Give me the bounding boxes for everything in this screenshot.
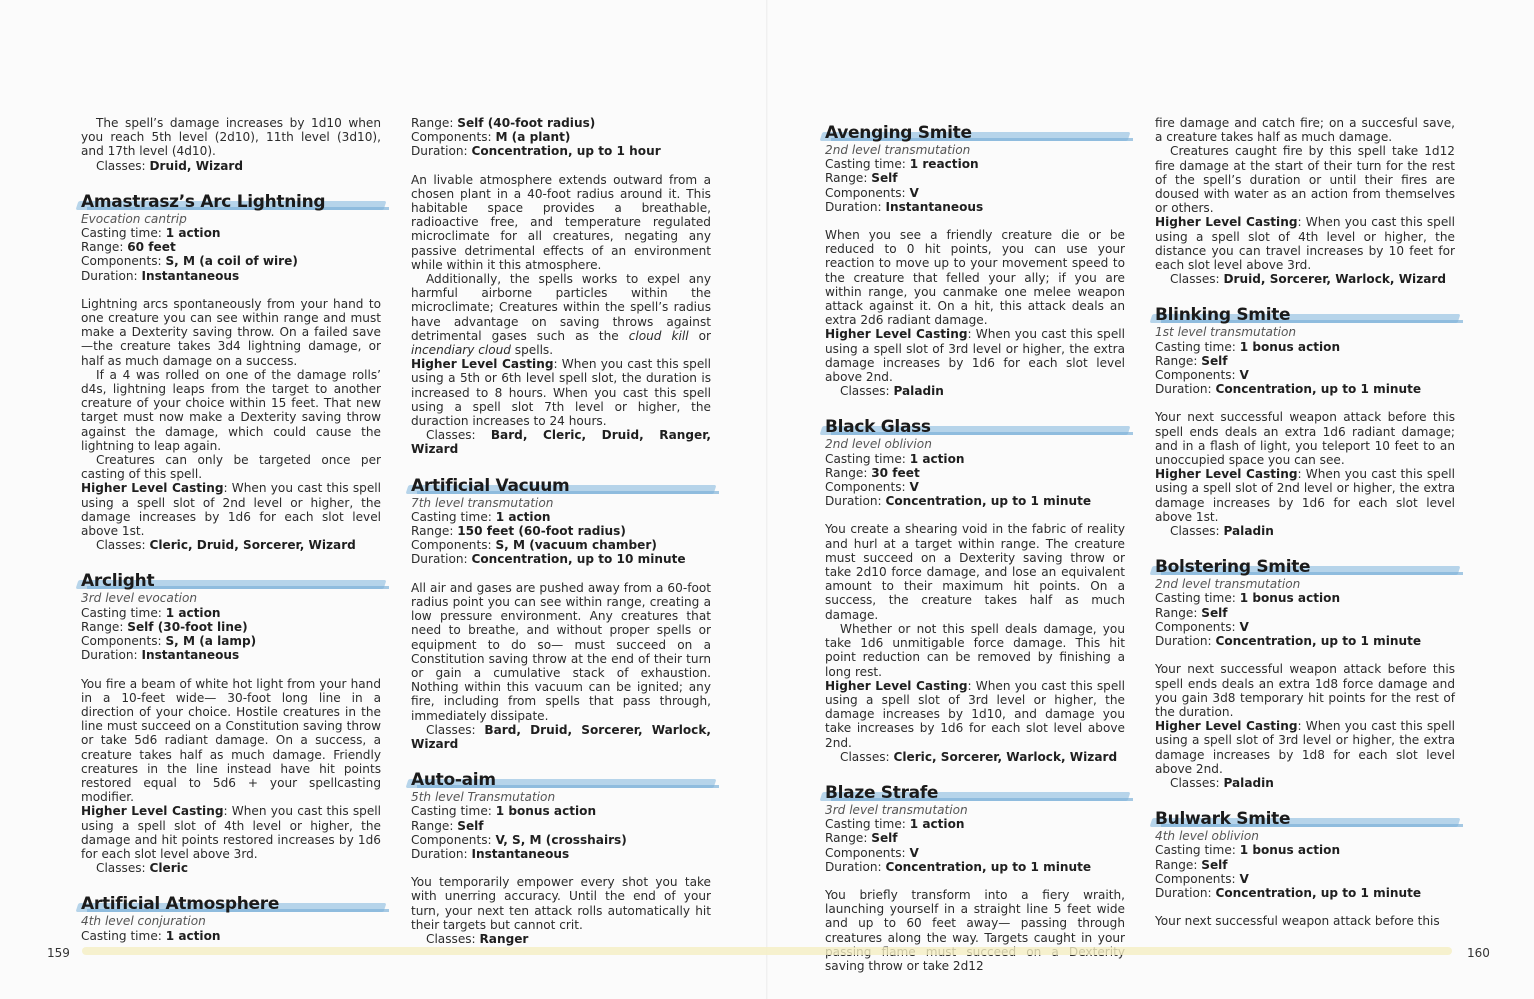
column-2: [411, 116, 711, 946]
duration-value: Concentration, up to 1 minute: [1215, 634, 1422, 649]
classes-line: [81, 538, 381, 552]
spell-title: Amastrasz’s Arc Lightning: [81, 191, 326, 212]
range-label: Range:: [1155, 353, 1202, 368]
paragraph: Your next successful weapon attack before this spell ends deals an extra 1d8 force damage and you gain 3d8 temporary hit points for the rest of the duration.: [1155, 662, 1455, 719]
range-label: Range:: [81, 619, 128, 634]
spell-heading: [1155, 304, 1455, 325]
paragraph: The spell’s damage increases by 1d10 when you reach 5th level (2d10), 11th level (3d10), and 17th level (4d10).: [81, 116, 381, 159]
components-line: [1155, 368, 1455, 382]
classes-label: Classes:: [840, 384, 894, 399]
classes-line: [1155, 272, 1455, 286]
casting-value: 1 reaction: [909, 157, 979, 172]
spell-reference: cloud kill: [628, 328, 689, 343]
paragraph: If a 4 was rolled on one of the damage rolls’ d4s, lightning leaps from the target to another creature of your choice within 15 feet. That new target must now make a Dexterity saving throw against the damage, which could cause the lightning to leap again.: [81, 367, 381, 453]
higher-level-casting: [81, 481, 381, 538]
casting-label: Casting time:: [1155, 591, 1240, 606]
range-line: [81, 620, 381, 634]
range-value: Self (30-foot line): [127, 619, 248, 634]
paragraph: You briefly transform into a fiery wraith, launching yourself in a straight line 5 feet wide and up to 60 feet away— passing through creatures along the way. Targets caught in your saving throw or take 2d12: [825, 887, 1125, 973]
hlc-label: Higher Level Casting: [1155, 719, 1298, 734]
casting-label: Casting time:: [1155, 843, 1240, 858]
spell-school: 3rd level evocation: [81, 591, 198, 606]
spell-school: 2nd level transmutation: [1155, 577, 1301, 592]
classes-value: Ranger: [479, 931, 529, 946]
duration-value: Concentration, up to 1 minute: [1215, 885, 1422, 900]
paragraph: Whether or not this spell deals damage, you take 1d6 unmitigable force damage. This hit point reduction can be removed by finishing a long rest.: [825, 621, 1125, 679]
spacer: [825, 508, 1125, 522]
components-label: Components:: [411, 538, 496, 553]
duration-line: [1155, 382, 1455, 396]
classes-label: Classes:: [426, 931, 480, 946]
duration-value: Instantaneous: [141, 268, 240, 283]
components-label: Components:: [411, 832, 496, 847]
text: spells.: [510, 343, 554, 358]
page-number-right: 160: [1467, 946, 1490, 960]
hlc-label: Higher Level Casting: [825, 678, 968, 693]
duration-label: Duration:: [411, 552, 472, 567]
range-label: Range:: [1155, 857, 1202, 872]
classes-label: Classes:: [426, 722, 485, 737]
classes-line: [81, 861, 381, 875]
casting-line: [81, 226, 381, 240]
components-value: V: [1239, 871, 1249, 886]
spell-school: 3rd level transmutation: [825, 802, 968, 817]
hlc-text: When you cast this spell using a spell slot of 2nd level or higher, the damage increases by 1d6 for each slot level above 1st.: [81, 481, 381, 539]
classes-label: Classes:: [1170, 775, 1224, 790]
classes-line: Classes: Druid, Wizard: [96, 158, 244, 173]
range-line: [825, 466, 1125, 480]
casting-value: 1 action: [495, 509, 551, 524]
classes-value: Paladin: [1223, 524, 1274, 539]
range-line: [411, 819, 711, 833]
range-line: [411, 116, 711, 130]
casting-label: Casting time:: [81, 605, 166, 620]
spell-heading: [81, 191, 381, 212]
paragraph: Your next successful weapon attack before this spell ends deals an extra 1d6 radiant damage; and in a flash of light, you teleport 10 feet to an unoccupied space you can see.: [1155, 410, 1455, 468]
spell-title: Arclight: [81, 571, 155, 592]
classes-line: [411, 932, 711, 946]
range-line: [411, 524, 711, 538]
paragraph: Lightning arcs spontaneously from your hand to one creature you can see within range and must make a Dexterity saving throw. On a failed save—the creature takes 3d4 lightning damage, or half as much damage on a success.: [81, 296, 381, 368]
components-value: S, M (a coil of wire): [165, 254, 298, 269]
classes-value: Bard, Druid, Sorcerer, Warlock, Wizard: [411, 722, 711, 751]
hlc-text: When you cast this spell using a spell slot of 3rd level or higher, the extra damage increases by 1d6 for each slot level above 2nd.: [825, 327, 1125, 385]
range-line: [81, 240, 381, 254]
spacer: [411, 159, 711, 173]
classes-label: Classes:: [1170, 272, 1224, 287]
spell-title: Blinking Smite: [1155, 305, 1291, 326]
components-label: Components:: [81, 634, 166, 649]
duration-value: Concentration, up to 1 hour: [471, 144, 661, 159]
spell-title: Bulwark Smite: [1155, 809, 1291, 830]
spell-heading: [825, 782, 1125, 803]
classes-label: Classes:: [1170, 524, 1224, 539]
spell-school: 4th level conjuration: [81, 914, 206, 929]
hlc-label: Higher Level Casting: [81, 481, 224, 496]
duration-line: [81, 269, 381, 283]
higher-level-casting: [1155, 215, 1455, 272]
components-label: Components:: [825, 480, 910, 495]
duration-value: Instantaneous: [471, 846, 570, 861]
spell-title: Auto-aim: [411, 770, 496, 791]
components-line: [825, 480, 1125, 494]
casting-label: Casting time:: [411, 509, 496, 524]
hlc-label: Higher Level Casting: [1155, 467, 1298, 482]
classes-value: Paladin: [1223, 775, 1274, 790]
components-value: V: [909, 845, 919, 860]
components-value: V, S, M (crosshairs): [495, 832, 627, 847]
spell-heading: [81, 893, 381, 914]
hlc-label: Higher Level Casting: [825, 327, 968, 342]
range-label: Range:: [411, 116, 458, 130]
hlc-label: Higher Level Casting: [1155, 215, 1298, 230]
spell-heading: [81, 570, 381, 591]
paragraph: Creatures caught fire by this spell take 1d12 fire damage at the start of their turn for the rest of the spell’s duration or until their fires are doused with water as an action from themselves or others.: [1155, 144, 1455, 216]
duration-value: Concentration, up to 10 minute: [471, 552, 686, 567]
paragraph: All air and gases are pushed away from a 60-foot radius point you can see within range, creating a low pressure environment. Any creatures that need to breathe, and without proper spells or equipment to do so— must succeed on a Constitution saving throw at the end of their turn or gain a cumulative stack of exhaustion. Nothing within this vacuum can be ignited; any fire, including from spells that pass through, immediately dissipate.: [411, 580, 711, 723]
higher-level-casting: [411, 357, 711, 428]
duration-line: [411, 144, 711, 158]
components-line: [411, 130, 711, 144]
spell-reference: incendiary cloud: [411, 343, 511, 358]
higher-level-casting: [1155, 719, 1455, 776]
casting-label: Casting time:: [1155, 339, 1240, 354]
duration-line: [81, 648, 381, 662]
duration-line: [825, 200, 1125, 214]
classes-value: Cleric: [149, 861, 188, 876]
hlc-text: When you cast this spell using a spell slot of 4th level or higher, the damage and hit points restored increases by 1d6 for each slot level above 3rd.: [81, 804, 381, 861]
range-value: 30 feet: [871, 465, 920, 480]
classes-value: Druid, Sorcerer, Warlock, Wizard: [1223, 272, 1447, 287]
casting-line: [81, 929, 381, 943]
spacer: [411, 567, 711, 581]
spell-school: 5th level Transmutation: [411, 790, 556, 805]
duration-label: Duration:: [1155, 885, 1216, 900]
casting-line: [81, 606, 381, 620]
classes-label: Classes:: [426, 428, 491, 443]
classes-line: [825, 384, 1125, 398]
paragraph: Creatures can only be targeted once per casting of this spell.: [81, 453, 381, 482]
hlc-sep: :: [223, 481, 232, 496]
higher-level-casting: [1155, 467, 1455, 524]
spell-title: Bolstering Smite: [1155, 557, 1311, 578]
range-line: [825, 831, 1125, 845]
spell-title: Artificial Vacuum: [411, 475, 570, 496]
range-label: Range:: [411, 818, 458, 833]
range-label: Range:: [1155, 605, 1202, 620]
duration-line: [411, 847, 711, 861]
higher-level-casting: [825, 679, 1125, 750]
range-label: Range:: [825, 171, 872, 186]
hlc-label: Higher Level Casting: [411, 357, 554, 372]
duration-line: [411, 552, 711, 566]
spacer: [81, 663, 381, 677]
spell-title: Avenging Smite: [825, 123, 972, 143]
casting-value: 1 bonus action: [1239, 591, 1341, 606]
classes-value: Cleric, Druid, Sorcerer, Wizard: [149, 538, 356, 553]
range-label: Range:: [825, 831, 872, 846]
range-value: Self: [457, 818, 484, 833]
paragraph: You temporarily empower every shot you take with unerring accuracy. Until the end of your turn, your next ten attack rolls automatically hit their targets but cannot crit.: [411, 875, 711, 932]
classes-value: Cleric, Sorcerer, Warlock, Wizard: [893, 749, 1118, 764]
components-label: Components:: [81, 254, 166, 269]
components-line: [81, 254, 381, 268]
components-label: Components:: [825, 185, 910, 200]
casting-line: [411, 804, 711, 818]
duration-value: Instantaneous: [141, 648, 240, 663]
paragraph: You create a shearing void in the fabric of reality and hurl at a target within range. The creature must succeed on a Dexterity saving throw or take 2d10 force damage, and lose an equivalent amount to their maximum hit points. On a success, the creature takes half as much damage.: [825, 522, 1125, 622]
casting-value: 1 action: [909, 817, 965, 832]
spell-school: 1st level transmutation: [1155, 325, 1297, 340]
book-spine: [766, 0, 768, 999]
classes-label: Classes:: [96, 538, 150, 553]
higher-level-casting: [825, 327, 1125, 384]
range-line: [825, 171, 1125, 185]
components-value: V: [909, 185, 919, 200]
paragraph: Your next successful weapon attack before this: [1155, 914, 1440, 929]
duration-label: Duration:: [825, 199, 886, 214]
casting-label: Casting time:: [825, 157, 910, 172]
components-line: [411, 833, 711, 847]
duration-label: Duration:: [411, 846, 472, 861]
text: Additionally, the spells works to expel any harmful airborne particles within the microclimate; Creatures within the spell’s radius have advantage on saving throws against detrimental gases such as the: [411, 272, 711, 343]
hlc-text: When you cast this spell using a 5th or 6th level spell slot, the duration is increased to 8 hours. When you cast this spell using a spell slot 7th level or higher, the duraction increases to 24 hours.: [411, 357, 711, 429]
casting-label: Casting time:: [81, 928, 166, 943]
higher-level-casting: [81, 804, 381, 861]
components-line: [1155, 872, 1455, 886]
column-4: [1155, 116, 1455, 928]
range-value: 150 feet (60-foot radius): [457, 524, 626, 539]
duration-value: Instantaneous: [885, 199, 984, 214]
range-value: Self (40-foot radius): [457, 116, 596, 130]
range-label: Range:: [81, 240, 128, 255]
components-value: V: [1239, 619, 1249, 634]
spell-title: Artificial Atmosphere: [81, 894, 280, 915]
classes-line: [411, 723, 711, 751]
components-label: Components:: [1155, 871, 1240, 886]
casting-line: [825, 157, 1125, 171]
spacer: [411, 861, 711, 875]
hlc-sep: :: [967, 327, 976, 342]
casting-label: Casting time:: [411, 804, 496, 819]
classes-line: [1155, 776, 1455, 790]
duration-label: Duration:: [411, 144, 472, 159]
paragraph: An livable atmosphere extends outward from a chosen plant in a 40-foot radius around it. This habitable space provides a breathable, radioactive free, and temperature regulated microclimate for all creatures, negating any passive detrimental effects of an environment while within it this atmosphere.: [411, 172, 711, 272]
components-value: S, M (vacuum chamber): [495, 538, 657, 553]
components-label: Components:: [1155, 619, 1240, 634]
hlc-label: Higher Level Casting: [81, 804, 224, 819]
hlc-text: When you cast this spell using a spell slot of 2nd level or higher, the extra damage increases by 1d6 for each slot level above 1st.: [1155, 467, 1455, 524]
components-value: M (a plant): [495, 130, 571, 145]
spacer: [81, 283, 381, 297]
components-value: V: [909, 480, 919, 495]
duration-value: Concentration, up to 1 minute: [885, 859, 1092, 874]
hlc-sep: :: [1297, 215, 1306, 230]
casting-value: 1 action: [165, 226, 221, 241]
page-number-left: 159: [47, 946, 70, 960]
hlc-text: When you cast this spell using a spell slot of 3rd level or higher, the damage increases by 1d10, and damage you take increases by 1d6 for each slot level above 2nd.: [825, 678, 1125, 750]
hlc-sep: :: [553, 357, 562, 372]
components-label: Components:: [825, 845, 910, 860]
spell-heading: [1155, 808, 1455, 829]
duration-line: [1155, 886, 1455, 900]
classes-line: [411, 428, 711, 456]
hlc-sep: :: [1297, 467, 1306, 482]
casting-line: [825, 817, 1125, 831]
components-label: Components:: [411, 130, 496, 145]
range-value: Self: [871, 171, 898, 186]
paragraph: fire damage and catch fire; on a succesful save, a creature takes half as much damage.: [1155, 116, 1455, 145]
text: or: [688, 328, 711, 343]
classes-value: Paladin: [893, 384, 944, 399]
paragraph: [411, 272, 711, 357]
classes-value: Bard, Cleric, Druid, Ranger, Wizard: [411, 428, 711, 457]
spacer: [1155, 900, 1455, 914]
spell-heading: [825, 416, 1125, 437]
spell-school: 2nd level oblivion: [825, 437, 932, 452]
spell-school: 2nd level transmutation: [825, 143, 971, 157]
spell-heading: [411, 475, 711, 496]
duration-line: [825, 860, 1125, 874]
components-line: [825, 846, 1125, 860]
duration-line: [825, 494, 1125, 508]
casting-value: 1 action: [909, 451, 965, 466]
hlc-sep: :: [223, 804, 232, 819]
range-line: [1155, 858, 1455, 872]
spell-title: Blaze Strafe: [825, 782, 939, 803]
spacer: [1155, 396, 1455, 410]
casting-line: [411, 510, 711, 524]
range-label: Range:: [825, 465, 872, 480]
components-value: V: [1239, 368, 1249, 383]
casting-line: [1155, 591, 1455, 605]
duration-value: Concentration, up to 1 minute: [885, 494, 1092, 509]
classes-line: [1155, 524, 1455, 538]
hlc-sep: :: [967, 678, 976, 693]
components-line: [825, 186, 1125, 200]
range-value: Self: [1201, 353, 1228, 368]
spacer: [1155, 648, 1455, 662]
spacer: [825, 874, 1125, 888]
components-line: [1155, 620, 1455, 634]
classes-label: Classes:: [96, 861, 150, 876]
duration-label: Duration:: [1155, 634, 1216, 649]
hlc-sep: :: [1297, 719, 1306, 734]
casting-label: Casting time:: [81, 226, 166, 241]
spell-heading: [411, 769, 711, 790]
casting-label: Casting time:: [825, 451, 910, 466]
casting-value: 1 action: [165, 928, 221, 943]
column-3: [825, 116, 1125, 973]
hlc-text: When you cast this spell using a spell slot of 4th level or higher, the distance you can travel increases by 10 feet for each slot level above 3rd.: [1155, 215, 1455, 273]
range-value: Self: [1201, 605, 1228, 620]
spell-heading: [825, 122, 1125, 143]
duration-value: Concentration, up to 1 minute: [1215, 382, 1422, 397]
range-line: [1155, 354, 1455, 368]
classes-label: Classes:: [840, 749, 894, 764]
components-line: [81, 634, 381, 648]
components-line: [411, 538, 711, 552]
classes-line: [825, 750, 1125, 764]
duration-line: [1155, 634, 1455, 648]
range-label: Range:: [411, 524, 458, 539]
spell-school: 7th level transmutation: [411, 495, 554, 510]
range-value: 60 feet: [127, 240, 176, 255]
paragraph: You fire a beam of white hot light from your hand in a 10-feet wide— 30-foot long line in a direction of your choice. Hostile creatures in the line must succeed on a Constitution saving throw or take 5d6 radiant damage. On a success, a creature takes half as much damage. Friendly creatures in the line instead have hit points restored equal to 5d6 + your spellcasting modifier.: [81, 676, 381, 805]
components-label: Components:: [1155, 368, 1240, 383]
casting-line: [1155, 843, 1455, 857]
duration-label: Duration:: [825, 859, 886, 874]
duration-label: Duration:: [825, 494, 886, 509]
spell-school: Evocation cantrip: [81, 211, 187, 226]
casting-value: 1 action: [165, 605, 221, 620]
casting-value: 1 bonus action: [1239, 339, 1341, 354]
casting-label: Casting time:: [825, 817, 910, 832]
footer-band: [82, 947, 1452, 955]
column-1: [81, 116, 381, 943]
paragraph: When you see a friendly creature die or be reduced to 0 hit points, you can use your reaction to move up to your movement speed to the creature that felled your ally; if you are within range, you canmake one melee weapon attack against it. On a hit, this attack deals an extra 2d6 radiant damage.: [825, 228, 1125, 328]
range-value: Self: [871, 831, 898, 846]
spell-heading: [1155, 556, 1455, 577]
hlc-text: When you cast this spell using a spell slot of 3rd level or higher, the extra damage increases by 1d8 for each slot level above 2nd.: [1155, 719, 1455, 776]
range-value: Self: [1201, 857, 1228, 872]
duration-label: Duration:: [1155, 382, 1216, 397]
casting-line: [1155, 340, 1455, 354]
spell-title: Black Glass: [825, 417, 931, 438]
range-line: [1155, 606, 1455, 620]
duration-label: Duration:: [81, 268, 142, 283]
casting-value: 1 bonus action: [495, 804, 597, 819]
casting-line: [825, 452, 1125, 466]
spacer: [825, 214, 1125, 228]
casting-value: 1 bonus action: [1239, 843, 1341, 858]
spell-school: 4th level oblivion: [1155, 829, 1259, 844]
components-value: S, M (a lamp): [165, 634, 257, 649]
duration-label: Duration:: [81, 648, 142, 663]
